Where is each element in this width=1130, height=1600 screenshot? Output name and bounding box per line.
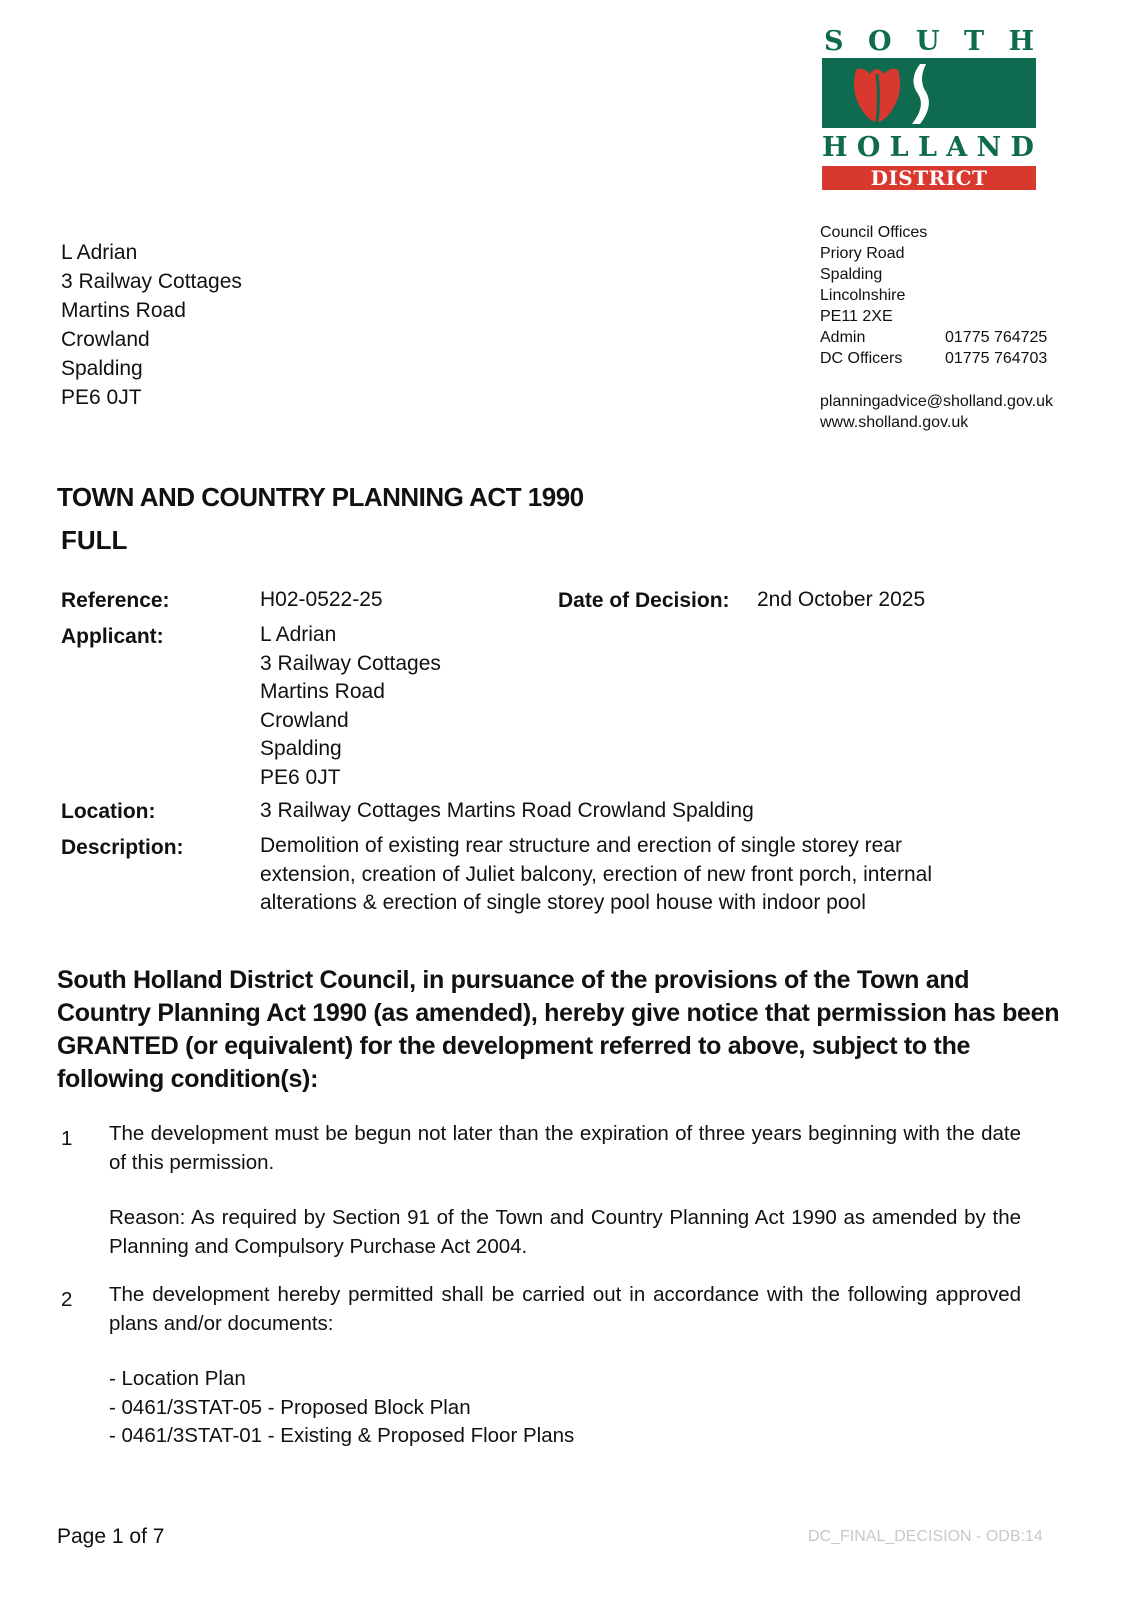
plan-item: - 0461/3STAT-01 - Existing & Proposed Floor Plans — [109, 1424, 575, 1447]
logo-district-council: DISTRICT COUNCIL — [822, 166, 1036, 190]
description-line: extension, creation of Juliet balcony, erection of new front porch, internal — [260, 862, 932, 886]
applicant-line: Spalding — [260, 737, 342, 760]
phone-label: Admin — [820, 329, 866, 346]
recipient-line: L Adrian — [61, 241, 138, 264]
recipient-line: 3 Railway Cottages — [61, 270, 242, 293]
location-value: 3 Railway Cottages Martins Road Crowland Spalding — [260, 799, 754, 822]
plan-item: - 0461/3STAT-05 - Proposed Block Plan — [109, 1395, 471, 1419]
council-address-line: Council Offices — [820, 224, 928, 241]
condition-number: 1 — [61, 1127, 73, 1150]
plan-item: - Location Plan — [109, 1367, 246, 1390]
applicant-line: L Adrian — [260, 623, 337, 646]
condition-reason: Reason: As required by Section 91 of the Town and Country Planning Act 1990 as amended by the Planning and Compulsory Purchase Act 2004. — [109, 1206, 1021, 1258]
recipient-line: Spalding — [61, 357, 143, 380]
tulip-icon — [822, 58, 1036, 128]
applicant-line: PE6 0JT — [260, 765, 341, 789]
council-email: planningadvice@sholland.gov.uk — [820, 393, 1053, 410]
applicant-address — [260, 621, 441, 792]
application-type: FULL — [61, 525, 128, 555]
applicant-line: 3 Railway Cottages — [260, 651, 441, 675]
act-title: TOWN AND COUNTRY PLANNING ACT 1990 — [57, 482, 584, 512]
council-address-line: Lincolnshire — [820, 287, 906, 304]
page-number: Page 1 of 7 — [57, 1525, 165, 1548]
decision-date-value: 2nd October 2025 — [757, 588, 926, 611]
description-line: alterations & erection of single storey pool house with indoor pool — [260, 891, 866, 914]
council-address-line: Priory Road — [820, 245, 905, 262]
council-address-line: Spalding — [820, 266, 883, 283]
council-contact — [820, 222, 1053, 433]
recipient-address — [61, 238, 242, 412]
council-logo — [820, 26, 1038, 214]
description-value — [260, 832, 932, 918]
condition-text: The development hereby permitted shall be carried out in accordance with the following approved plans and/or documents: — [109, 1283, 1021, 1335]
recipient-line: Martins Road — [61, 299, 186, 322]
logo-south: S O U T H — [824, 26, 1034, 57]
location-label: Location: — [61, 800, 156, 823]
description-label: Description: — [61, 836, 184, 859]
reference-value: H02-0522-25 — [260, 588, 383, 611]
phone-number: 01775 764725 — [945, 329, 1048, 346]
reference-label: Reference: — [61, 589, 170, 612]
phone-dc-officers — [820, 348, 1053, 369]
applicant-label: Applicant: — [61, 625, 164, 648]
decision-date-label: Date of Decision: — [558, 589, 730, 612]
condition-text: The development must be begun not later than the expiration of three years beginning with the date of this permission. — [109, 1122, 1021, 1174]
applicant-line: Crowland — [260, 708, 349, 732]
approved-plans-list — [109, 1365, 574, 1451]
council-address-line: PE11 2XE — [820, 308, 893, 325]
phone-number: 01775 764703 — [945, 350, 1048, 367]
applicant-line: Martins Road — [260, 680, 385, 703]
description-line: Demolition of existing rear structure and erection of single storey rear — [260, 834, 902, 857]
condition-number: 2 — [61, 1288, 73, 1311]
document-code: DC_FINAL_DECISION - ODB:14 — [808, 1528, 1043, 1545]
phone-admin — [820, 327, 1053, 348]
recipient-line: Crowland — [61, 328, 150, 351]
council-website: www.sholland.gov.uk — [820, 414, 969, 431]
recipient-line: PE6 0JT — [61, 386, 142, 409]
logo-holland: H O L L A N D — [822, 132, 1034, 163]
grant-notice: South Holland District Council, in pursuance of the provisions of the Town and Country Planning Act 1990 (as amended), hereby give notice that permission has been GRANTED (or equivalent) for the development referred to above, subject to the following condition(s): — [57, 966, 1060, 1093]
phone-label: DC Officers — [820, 350, 903, 367]
